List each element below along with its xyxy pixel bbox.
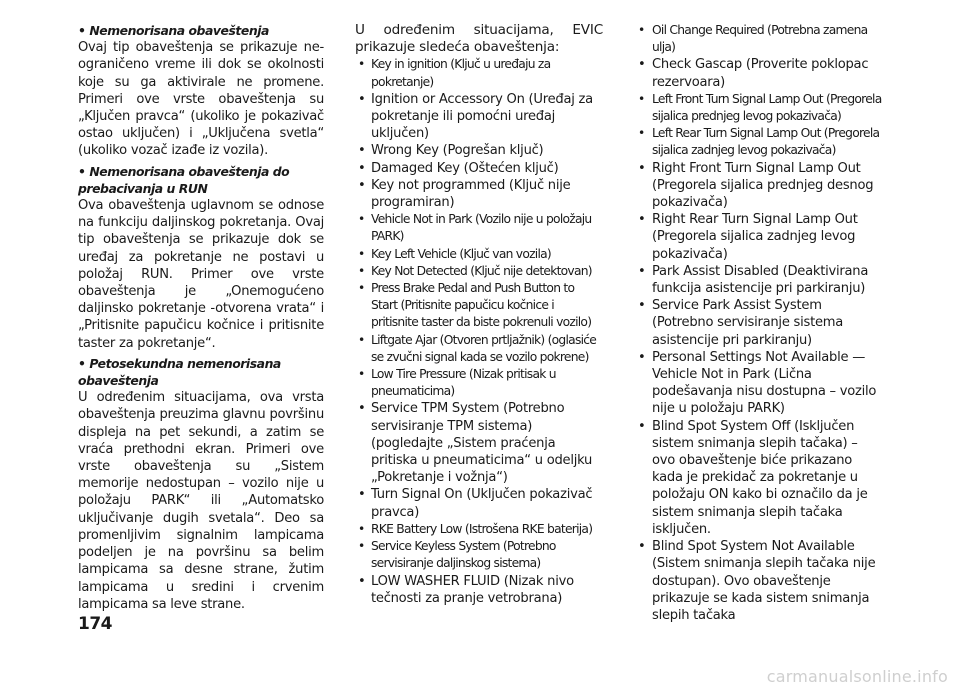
list-item: • Service TPM System (Potrebno servisiranje TPM sistema) (pogledajte „Sistem praćenja pritiska u pneumaticima“ u odeljku „Pokretanje i vožnja“): [355, 400, 603, 486]
list-item: • Low Tire Pressure (Nizak pritisak u pneumaticima): [355, 366, 603, 400]
section-heading: • Nemenorisana obaveštenja do prebacivanja u RUN: [78, 163, 290, 196]
list-item: • Oil Change Required (Potrebna zamena ulja): [632, 22, 884, 56]
list-item: • Turn Signal On (Uključen pokazivač pravca): [355, 486, 603, 520]
list-item: • LOW WASHER FLUID (Nizak nivo tečnosti za pranje vetrobrana): [355, 573, 603, 607]
section-text: Ovaj tip obaveštenja se prikazuje ne-ograničeno vreme ili dok se okolnosti koje su ga aktivirale ne promene. Primeri ove vrste obaveštenja su „Ključen pravca“ (ukoliko je pokazivač ostao uključen) i „Uključena svetla“ (ukoliko vozač izađe iz vozila).: [78, 40, 324, 159]
list-item: • Service Park Assist System (Potrebno servisiranje sistema asistencije pri parkiranju): [632, 297, 884, 349]
intro-text: U određenim situacijama, EVIC prikazuje sledeća obaveštenja:: [355, 22, 603, 56]
list-item: • Ignition or Accessory On (Uređaj za pokretanje ili pomoćni uređaj uključen): [355, 91, 603, 143]
section-heading: • Petosekundna nemenorisana obaveštenja: [78, 355, 281, 389]
list-item: • Right Front Turn Signal Lamp Out (Pregorela sijalica prednjeg desnog pokazivača): [632, 160, 884, 212]
list-item: • Vehicle Not in Park (Vozilo nije u položaju PARK): [355, 211, 603, 245]
page-number: 174: [78, 614, 112, 634]
list-item: • Check Gascap (Proverite poklopac rezervoara): [632, 56, 884, 90]
list-item: • Key Not Detected (Ključ nije detektovan): [355, 263, 603, 280]
list-item: • Key Left Vehicle (Ključ van vozila): [355, 246, 603, 263]
section-text: Ova obaveštenja uglavnom se odnose na funkciju daljinskog pokretanja. Ovaj tip obaveštenja se prikazuje dok se uređaj za pokretanje ne postavi u položaj RUN. Primer ove vrste obaveštenja je „Onemogućeno daljinsko pokretanje -otvorena vrata“ i „Pritisnite papučicu kočnice i pritisnite taster za pokretanje“.: [78, 198, 324, 351]
list-item: • RKE Battery Low (Istrošena RKE baterija): [355, 521, 603, 538]
message-list: [632, 22, 884, 624]
list-item: • Press Brake Pedal and Push Button to Start (Pritisnite papučicu kočnice i pritisnite taster da biste pokrenuli vozilo): [355, 280, 603, 332]
list-item: • Right Rear Turn Signal Lamp Out (Pregorela sijalica zadnjeg levog pokazivača): [632, 211, 884, 263]
list-item: • Left Front Turn Signal Lamp Out (Pregorela sijalica prednjeg levog pokazivača): [632, 91, 884, 125]
list-item: • Park Assist Disabled (Deaktivirana funkcija asistencije pri parkiranju): [632, 263, 884, 297]
list-item: • Key not programmed (Ključ nije programiran): [355, 177, 603, 211]
middle-column: [355, 22, 603, 607]
list-item: • Service Keyless System (Potrebno servisiranje daljinskog sistema): [355, 538, 603, 572]
list-item: • Key in ignition (Ključ u uređaju za pokretanje): [355, 56, 603, 90]
list-item: • Damaged Key (Oštećen ključ): [355, 160, 603, 177]
list-item: • Blind Spot System Not Available (Sistem snimanja slepih tačaka nije dostupan). Ovo obaveštenje prikazuje se kada sistem snimanja slepih tačaka: [632, 538, 884, 624]
list-item: • Personal Settings Not Available —Vehicle Not in Park (Lična podešavanja nisu dostupna – vozilo nije u položaju PARK): [632, 349, 884, 418]
list-item: • Left Rear Turn Signal Lamp Out (Pregorela sijalica zadnjeg levog pokazivača): [632, 125, 884, 159]
right-column: [632, 22, 884, 624]
list-item: • Liftgate Ajar (Otvoren prtljažnik) (oglasiće se zvučni signal kada se vozilo pokrene): [355, 332, 603, 366]
watermark: carmanualsonline.info: [766, 667, 948, 686]
section-text: U određenim situacijama, ova vrsta obaveštenja preuzima glavnu površinu displeja na pet sekundi, a zatim se vraća prethodni ekran. Primeri ove vrste obaveštenja su „Sistem memorije nedostupan – vozilo nije u položaju PARK“ ili „Automatsko uključivanje dugih svetala“. Deo sa promenljivim signalnim lampicama podeljen je na površinu sa belim lampicama sa desne strane, žutim lampicama u sredini i crvenim lampicama sa leve strane.: [78, 390, 324, 612]
message-list: [355, 56, 603, 607]
list-item: • Wrong Key (Pogrešan ključ): [355, 142, 603, 159]
list-item: • Blind Spot System Off (Isključen sistem snimanja slepih tačaka) – ovo obaveštenje biće prikazano kada je prekidač za pokretanje u položaju ON kako bi označilo da je sistem snimanja slepih tačaka isključen.: [632, 418, 884, 538]
section-heading: • Nemenorisana obaveštenja: [78, 23, 269, 38]
left-column: [78, 22, 324, 613]
